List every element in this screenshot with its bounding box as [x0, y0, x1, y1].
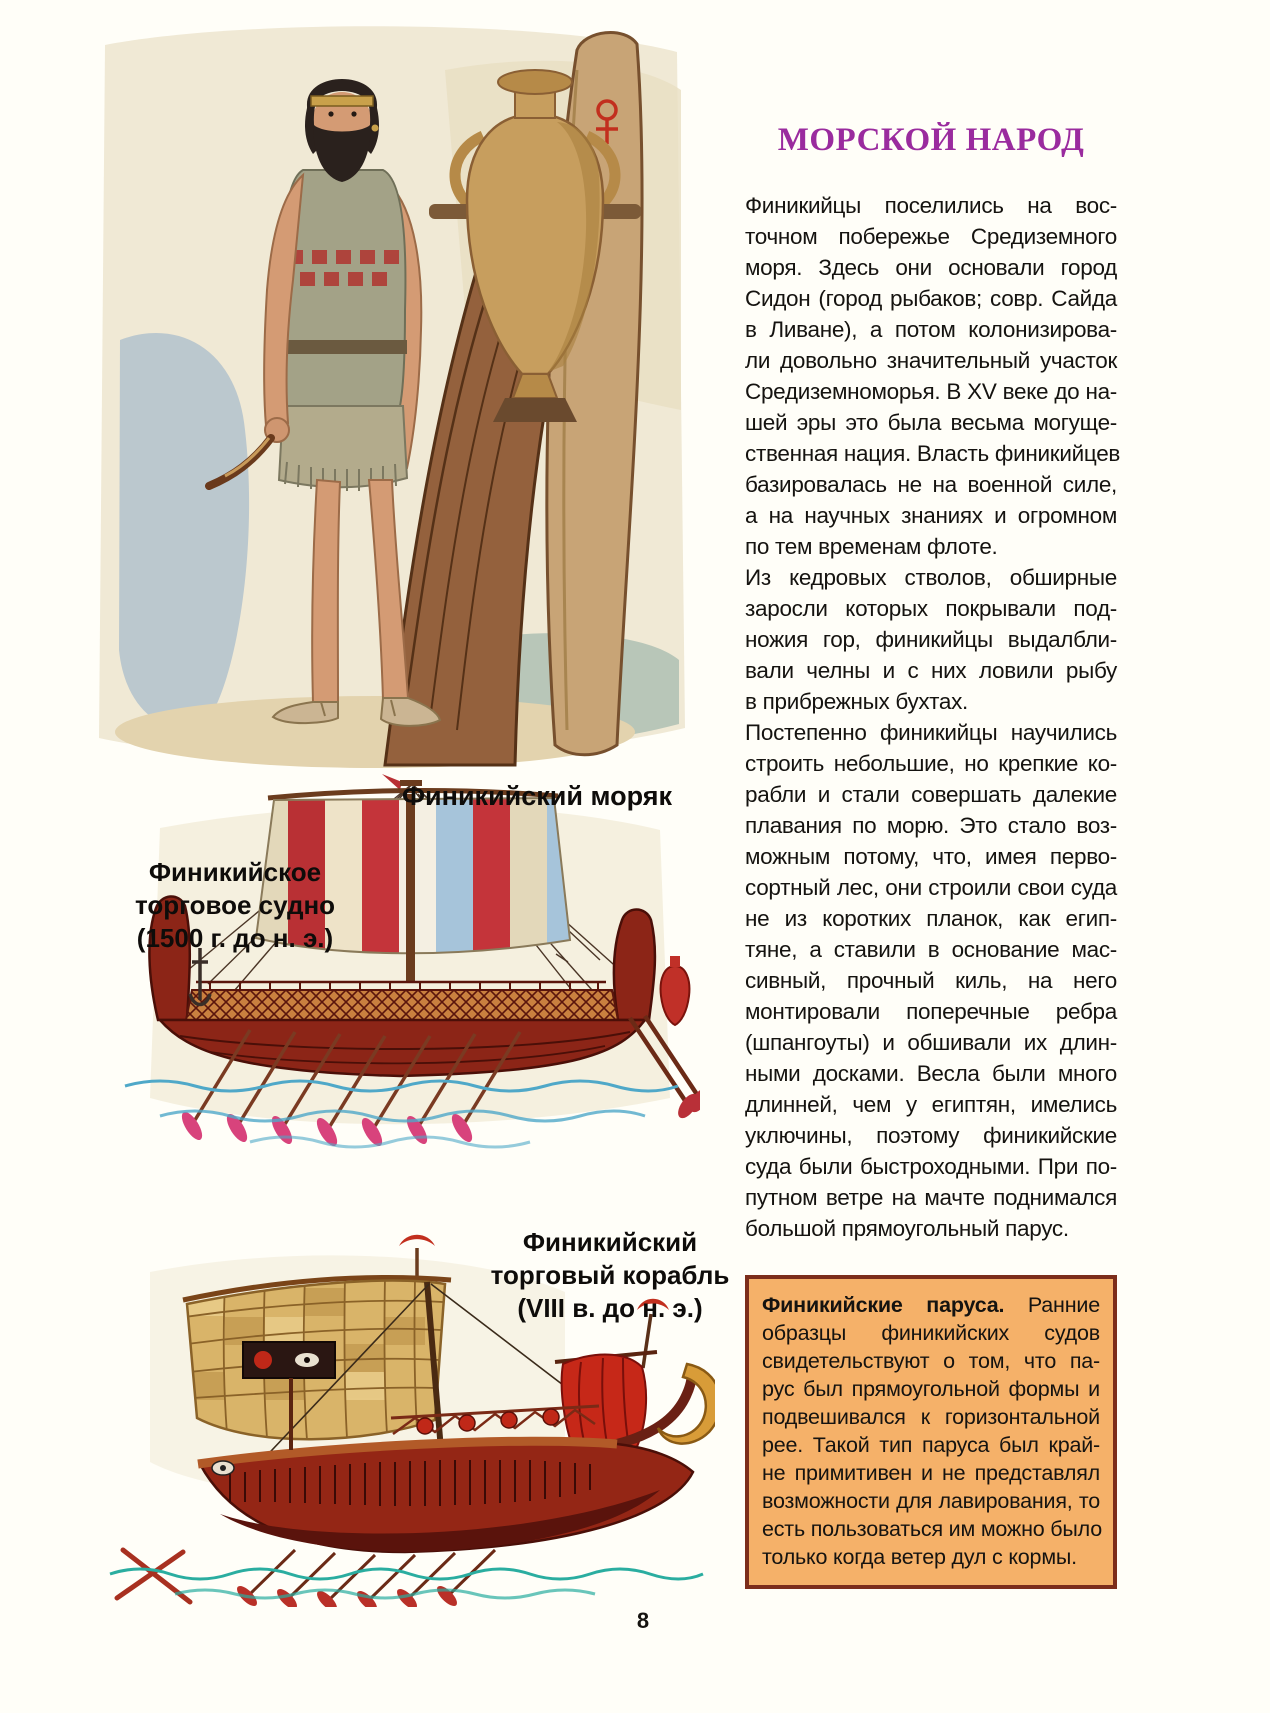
sailor-illustration — [85, 10, 693, 780]
sidebar-box — [745, 1275, 1117, 1589]
page-number: 8 — [636, 1608, 650, 1633]
sidebar-box-text: образцы финикийских судов свидетельствуют о том, что па- рус был прямоугольной формы и подвешивался к горизонтальной рее. Такой тип паруса был край- не примитивен и не представлял возможности для лавирования, то есть пользоваться им можно было только когда ветер дул с кормы. — [762, 1321, 1103, 1569]
sidebar-box-lead-rest: Ранние — [1027, 1293, 1100, 1317]
trading-vessel-illustration — [100, 768, 700, 1168]
caption-trading-ship: Финикийский торговый корабль (VIII в. до н. э.) — [490, 1227, 730, 1323]
oar-blades — [234, 1583, 460, 1607]
sidebar-box-lead: Финикийские паруса. — [762, 1293, 1005, 1317]
page-title: МОРСКОЙ НАРОД — [777, 122, 1085, 158]
article-body — [745, 190, 1121, 1244]
paragraph-2: Из кедровых стволов, обширные заросли которых покрывали под- ножия гор, финикийцы выдалбли- вали челны и с них ловили рыбу в прибрежных бухтах. — [745, 565, 1117, 714]
paragraph-1: Финикийцы поселились на вос- точном побережье Средиземного моря. Здесь они основали город Сидон (город рыбаков; совр. Сайда в Ливане), а потом колонизирова- ли довольно значительный участок Средиземноморья. В XV веке до на- шей эры это была весьма могуще- ственная нация. Власть финикийцев базировалась не на военной силе, а на научных знаниях и огромном по тем временам флоте. — [745, 193, 1121, 559]
caption-trading-vessel: Финикийское торговое судно (1500 г. до н. э.) — [134, 857, 336, 953]
paragraph-3: Постепенно финикийцы научились строить небольшие, но крепкие ко- рабли и стали совершать далекие плавания по морю. Это стало воз- можным потому, что, имея перво- сортный лес, они строили свои суда не из коротких планок, как егип- тяне, а ставили в основание мас- сивный, прочный киль, на него монтировали поперечные ребра (шпангоуты) и обшивали их длин- ными досками. Весла были много длинней, чем у египтян, имелись уключины, поэтому финикийские суда были быстроходными. При по- путном ветре на мачте поднимался большой прямоугольный парус. — [745, 720, 1117, 1241]
sidebar-box-first-line — [762, 1291, 1100, 1319]
caption-sailor: Финикийский моряк — [402, 781, 672, 811]
